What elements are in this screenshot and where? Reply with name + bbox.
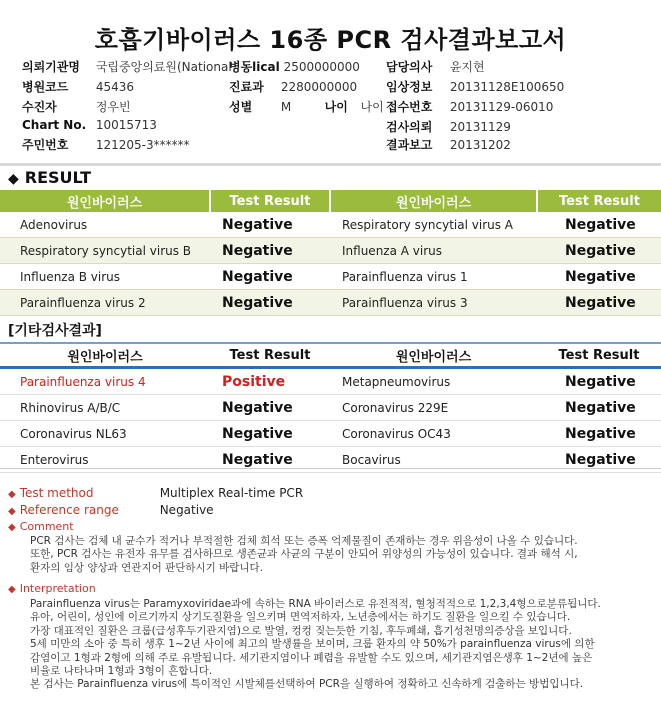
test-result: Negative	[537, 264, 661, 290]
test-result: Negative	[537, 421, 661, 447]
report-title: 호흡기바이러스 16종 PCR 검사결과보고서	[94, 26, 567, 54]
comment-line: PCR 검사는 검체 내 균수가 적거나 부적절한 검체 희석 또는 증폭 억제물질이 존재하는 경우 위음성이 나올 수 있습니다.	[30, 535, 578, 547]
test-result: Negative	[210, 421, 330, 447]
test-result-positive: Positive	[210, 368, 330, 395]
test-result: Negative	[210, 238, 330, 264]
info-label: 수진자	[22, 100, 57, 114]
test-result: Negative	[537, 447, 661, 473]
test-result: Negative	[537, 395, 661, 421]
info-request-date	[386, 118, 511, 135]
info-value: 20131202	[449, 138, 511, 152]
info-label: 접수번호	[386, 100, 433, 114]
reference-range-line	[8, 503, 214, 517]
table-row	[0, 290, 661, 316]
info-label: 임상정보	[386, 80, 433, 94]
info-department	[229, 78, 357, 95]
info-value: 20131129	[449, 120, 511, 134]
interpretation-line: Parainfluenza virus는 Paramyxoviridae과에 속하는 RNA 바이러스로 유전적적, 혈청적적으로 1,2,3,4형으로분류됩니다.	[30, 598, 601, 610]
info-receipt-no	[386, 98, 553, 115]
virus-name: Parainfluenza virus 2	[0, 290, 210, 316]
interpretation-line: 비율로 나타나며 1형과 3형이 흔합니다.	[30, 665, 213, 678]
info-label: 결과보고	[386, 138, 433, 152]
test-result: Negative	[210, 395, 330, 421]
virus-name: Rhinovirus A/B/C	[0, 395, 210, 421]
interpretation-line: 가장 대표적인 질환은 크룹(급성후두기관지염)으로 발열, 컹컹 짖는듯한 기침, 후두폐쇄, 흡기성천명의증상을 보입니다.	[30, 624, 572, 637]
test-method-value: Multiplex Real-time PCR	[159, 486, 304, 500]
reference-range-value: Negative	[159, 503, 214, 517]
info-label: 병원코드	[22, 80, 69, 94]
reference-range-label: Reference range	[19, 503, 119, 517]
info-resident-no	[22, 136, 190, 153]
diamond-icon: ◆	[8, 506, 16, 517]
test-result: Negative	[537, 290, 661, 316]
diamond-icon: ◆	[8, 489, 16, 500]
table-bottom-rule	[0, 468, 661, 469]
header-separator	[0, 163, 661, 166]
info-value: 20131129-06010	[449, 100, 554, 114]
interpretation-line: 5세 미만의 소아 중 특히 생후 1~2년 사이에 최고의 발생률을 보이며, 크룹 환자의 약 50%가 parainfluenza virus에 의한	[30, 638, 595, 651]
info-doctor	[386, 58, 485, 75]
info-hospital-code	[22, 78, 134, 95]
result-heading	[8, 168, 91, 187]
virus-name: Coronavirus OC43	[330, 421, 537, 447]
comment-line: 환자의 임상 양상과 연관지어 판단하시기 바랍니다.	[30, 561, 264, 574]
table-row	[0, 264, 661, 290]
info-value: 2280000000	[280, 80, 358, 94]
virus-name: Metapneumovirus	[330, 368, 537, 395]
gender-value: M	[280, 100, 292, 114]
comment-text	[30, 535, 655, 575]
info-label: 주민번호	[22, 138, 69, 152]
table-row	[0, 212, 661, 238]
table-row	[0, 421, 661, 447]
interpretation-text	[30, 598, 655, 692]
interpretation-line: 유아, 어린이, 성인에 이르기까지 상기도질환을 일으키며 면역저하자, 노년층에서는 하기도 질환을 일으킬 수 있습니다.	[30, 611, 571, 624]
virus-name: Parainfluenza virus 1	[330, 264, 537, 290]
info-value: 45436	[95, 80, 135, 94]
info-ward	[229, 58, 360, 75]
virus-name: Respiratory syncytial virus A	[330, 212, 537, 238]
diamond-icon: ◆	[8, 522, 16, 533]
comment-label: Comment	[19, 520, 74, 533]
info-value: 10015713	[95, 118, 157, 132]
test-method-label: Test method	[19, 486, 94, 500]
info-label: 의뢰기관명	[22, 60, 80, 74]
info-value: 121205-3******	[95, 138, 190, 152]
col-header-result: Test Result	[210, 190, 330, 212]
gender-label: 성별	[229, 100, 253, 114]
age-value: 나이	[360, 100, 384, 114]
info-label: 병동lical	[229, 60, 280, 74]
info-value: 20131128E100650	[449, 80, 565, 94]
info-label: Chart No.	[22, 118, 87, 132]
table-row	[0, 368, 661, 395]
interpretation-line: 본 검사는 Parainfluenza virus에 특이적인 시발체를선택하여 PCR을 실행하여 정확하고 신속하게 검출하는 방법입니다.	[30, 678, 584, 691]
info-hospital	[22, 58, 232, 75]
interpretation-line: 감염이고 1형과 2형에 의해 주로 유발됩니다. 세기관지염이나 폐렴을 유발할 수도 있으며, 세기관지염은생후 1~2년에 높은	[30, 651, 593, 664]
col-header-virus: 원인바이러스	[0, 190, 210, 212]
other-results-table	[0, 342, 661, 473]
virus-name: Enterovirus	[0, 447, 210, 473]
result-heading-text: RESULT	[24, 168, 92, 187]
info-value: 국립중앙의료원(National	[95, 60, 232, 74]
test-result: Negative	[210, 447, 330, 473]
interpretation-label: Interpretation	[19, 582, 96, 595]
test-method-line	[8, 486, 303, 500]
info-chart-no	[22, 118, 157, 132]
age-label: 나이	[324, 100, 348, 114]
test-result: Negative	[537, 368, 661, 395]
other-results-heading: [기타검사결과]	[8, 323, 102, 339]
test-result: Negative	[210, 290, 330, 316]
virus-name: Influenza B virus	[0, 264, 210, 290]
diamond-icon: ◆	[8, 584, 16, 595]
info-value: 윤지현	[449, 60, 485, 74]
col-header-result: Test Result	[537, 343, 661, 368]
virus-name: Respiratory syncytial virus B	[0, 238, 210, 264]
info-gender-age	[229, 98, 384, 115]
table-row	[0, 395, 661, 421]
col-header-virus: 원인바이러스	[330, 343, 537, 368]
virus-name: Adenovirus	[0, 212, 210, 238]
diamond-icon: ◆	[8, 171, 19, 187]
col-header-result: Test Result	[537, 190, 661, 212]
virus-name: Parainfluenza virus 4	[0, 368, 210, 395]
col-header-virus: 원인바이러스	[330, 190, 537, 212]
test-result: Negative	[537, 238, 661, 264]
comment-line: 또한, PCR 검사는 유전자 유무를 검사하므로 생존균과 사균의 구분이 안되어 위양성의 가능성이 있습니다. 결과 해석 시,	[30, 548, 578, 561]
info-value: 2500000000	[283, 60, 360, 74]
info-patient-name	[22, 98, 131, 115]
col-header-result: Test Result	[210, 343, 330, 368]
result-table	[0, 190, 661, 316]
virus-name: Parainfluenza virus 3	[330, 290, 537, 316]
virus-name: Coronavirus NL63	[0, 421, 210, 447]
table-row	[0, 238, 661, 264]
info-clinical	[386, 78, 564, 95]
test-result: Negative	[210, 264, 330, 290]
info-report-date	[386, 136, 511, 153]
comment-heading	[8, 520, 74, 533]
interpretation-heading	[8, 582, 96, 595]
test-result: Negative	[210, 212, 330, 238]
info-label: 검사의뢰	[386, 120, 433, 134]
col-header-virus: 원인바이러스	[0, 343, 210, 368]
info-label: 담당의사	[386, 60, 433, 74]
virus-name: Bocavirus	[330, 447, 537, 473]
info-label: 진료과	[229, 80, 264, 94]
test-result: Negative	[537, 212, 661, 238]
virus-name: Coronavirus 229E	[330, 395, 537, 421]
info-value: 정우빈	[95, 100, 131, 114]
virus-name: Influenza A virus	[330, 238, 537, 264]
